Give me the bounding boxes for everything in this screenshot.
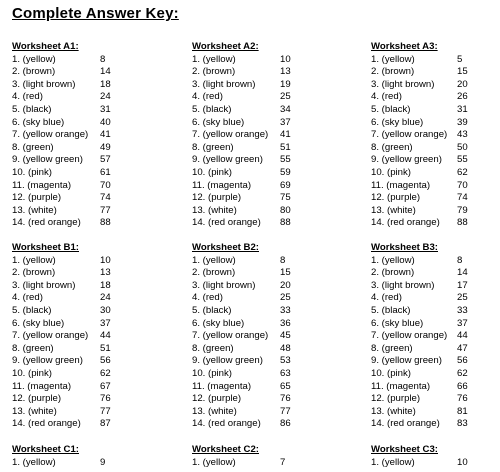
answer-value: 7 xyxy=(280,456,286,468)
answer-row xyxy=(12,381,137,394)
answer-label: 11. (magenta) xyxy=(12,179,72,191)
answer-row xyxy=(192,267,317,280)
answer-label: 9. (yellow green) xyxy=(192,355,263,367)
answer-row xyxy=(12,117,137,130)
answer-label: 6. (sky blue) xyxy=(12,317,65,329)
answer-label: 14. (red orange) xyxy=(12,217,81,229)
answer-row xyxy=(371,292,496,305)
answer-label: 1. (yellow) xyxy=(192,254,236,266)
answer-label: 13. (white) xyxy=(192,405,237,417)
answer-value: 31 xyxy=(100,103,111,115)
answer-row xyxy=(12,393,137,406)
answer-value: 41 xyxy=(280,129,291,141)
answer-value: 20 xyxy=(457,78,468,90)
answer-value: 88 xyxy=(457,217,468,229)
answer-value: 75 xyxy=(280,192,291,204)
answer-row xyxy=(12,192,137,205)
answer-value: 49 xyxy=(100,141,111,153)
answer-label: 12. (purple) xyxy=(192,192,242,204)
answer-row xyxy=(12,305,137,318)
worksheet-block xyxy=(12,444,137,469)
worksheet-title: Worksheet B1: xyxy=(12,242,79,253)
answer-label: 10. (pink) xyxy=(192,367,232,379)
worksheet-title: Worksheet A1: xyxy=(12,41,79,52)
answer-row xyxy=(12,267,137,280)
answer-row xyxy=(12,318,137,331)
answer-label: 14. (red orange) xyxy=(12,418,81,430)
answer-row xyxy=(192,330,317,343)
answer-row xyxy=(371,418,496,431)
answer-row xyxy=(192,305,317,318)
answer-row xyxy=(192,217,317,230)
worksheet-block xyxy=(371,444,496,469)
answer-label: 3. (light brown) xyxy=(12,78,76,90)
answer-label: 10. (pink) xyxy=(371,367,411,379)
answer-row xyxy=(192,117,317,130)
worksheet-title: Worksheet C3: xyxy=(371,444,438,455)
answer-label: 5. (black) xyxy=(12,103,52,115)
answer-row xyxy=(12,280,137,293)
answer-label: 10. (pink) xyxy=(371,166,411,178)
answer-row xyxy=(12,129,137,142)
answer-value: 88 xyxy=(100,217,111,229)
answer-row xyxy=(192,142,317,155)
answer-row xyxy=(12,217,137,230)
answer-value: 43 xyxy=(457,129,468,141)
answer-value: 65 xyxy=(280,380,291,392)
answer-label: 4. (red) xyxy=(371,292,402,304)
answer-value: 18 xyxy=(100,279,111,291)
answer-value: 53 xyxy=(280,355,291,367)
answer-label: 7. (yellow orange) xyxy=(192,330,269,342)
answer-value: 67 xyxy=(100,380,111,392)
answer-row xyxy=(192,104,317,117)
answer-value: 15 xyxy=(457,66,468,78)
answer-row xyxy=(12,104,137,117)
answer-row xyxy=(12,406,137,419)
answer-label: 2. (brown) xyxy=(371,66,415,78)
answer-label: 11. (magenta) xyxy=(12,380,72,392)
answer-label: 3. (light brown) xyxy=(192,78,256,90)
answer-label: 9. (yellow green) xyxy=(12,355,83,367)
answer-row xyxy=(12,180,137,193)
answer-row xyxy=(12,457,137,470)
answer-label: 1. (yellow) xyxy=(371,53,415,65)
answer-row xyxy=(192,154,317,167)
answer-row xyxy=(371,129,496,142)
answer-row xyxy=(192,79,317,92)
answer-label: 9. (yellow green) xyxy=(371,154,442,166)
answer-label: 13. (white) xyxy=(371,405,416,417)
answer-value: 70 xyxy=(457,179,468,191)
answer-row xyxy=(371,205,496,218)
answer-label: 5. (black) xyxy=(192,304,232,316)
answer-value: 13 xyxy=(280,66,291,78)
answer-label: 3. (light brown) xyxy=(192,279,256,291)
answer-row xyxy=(192,381,317,394)
answer-label: 1. (yellow) xyxy=(371,254,415,266)
answer-value: 25 xyxy=(457,292,468,304)
answer-row xyxy=(192,318,317,331)
answer-label: 12. (purple) xyxy=(371,393,421,405)
answer-value: 45 xyxy=(280,330,291,342)
answer-value: 31 xyxy=(457,103,468,115)
answer-label: 6. (sky blue) xyxy=(192,116,245,128)
worksheet-block xyxy=(12,242,137,431)
answer-row xyxy=(12,142,137,155)
answer-value: 40 xyxy=(100,116,111,128)
answer-label: 7. (yellow orange) xyxy=(371,129,448,141)
answer-value: 56 xyxy=(457,355,468,367)
answer-label: 11. (magenta) xyxy=(192,380,252,392)
answer-value: 61 xyxy=(100,166,111,178)
answer-value: 14 xyxy=(100,66,111,78)
answer-value: 10 xyxy=(457,456,468,468)
answer-label: 3. (light brown) xyxy=(371,78,435,90)
answer-row xyxy=(12,79,137,92)
answer-value: 39 xyxy=(457,116,468,128)
answer-value: 81 xyxy=(457,405,468,417)
answer-row xyxy=(371,330,496,343)
answer-label: 5. (black) xyxy=(371,103,411,115)
answer-value: 24 xyxy=(100,292,111,304)
answer-row xyxy=(371,66,496,79)
answer-value: 62 xyxy=(100,367,111,379)
answer-label: 14. (red orange) xyxy=(371,418,440,430)
answer-value: 36 xyxy=(280,317,291,329)
answer-row xyxy=(371,368,496,381)
answer-label: 5. (black) xyxy=(192,103,232,115)
worksheet-title: Worksheet A3: xyxy=(371,41,438,52)
answer-label: 13. (white) xyxy=(12,405,57,417)
answer-label: 8. (green) xyxy=(371,141,413,153)
answer-value: 74 xyxy=(100,192,111,204)
worksheet-title: Worksheet B3: xyxy=(371,242,438,253)
answer-label: 8. (green) xyxy=(192,342,234,354)
answer-label: 1. (yellow) xyxy=(192,53,236,65)
worksheet-block xyxy=(192,444,317,469)
answer-label: 13. (white) xyxy=(192,204,237,216)
answer-row xyxy=(371,255,496,268)
answer-value: 34 xyxy=(280,103,291,115)
answer-value: 76 xyxy=(280,393,291,405)
answer-row xyxy=(371,280,496,293)
answer-value: 66 xyxy=(457,380,468,392)
answer-row xyxy=(192,457,317,470)
answer-label: 12. (purple) xyxy=(12,192,62,204)
answer-value: 87 xyxy=(100,418,111,430)
answer-row xyxy=(371,79,496,92)
worksheet-block xyxy=(12,41,137,230)
answer-label: 4. (red) xyxy=(12,91,43,103)
answer-row xyxy=(12,355,137,368)
answer-label: 6. (sky blue) xyxy=(12,116,65,128)
answer-value: 79 xyxy=(457,204,468,216)
worksheet-title: Worksheet C2: xyxy=(192,444,259,455)
answer-label: 2. (brown) xyxy=(192,267,236,279)
answer-row xyxy=(371,343,496,356)
answer-label: 7. (yellow orange) xyxy=(12,330,89,342)
answer-value: 47 xyxy=(457,342,468,354)
answer-row xyxy=(371,54,496,67)
answer-value: 44 xyxy=(457,330,468,342)
answer-row xyxy=(12,54,137,67)
answer-row xyxy=(12,343,137,356)
answer-label: 3. (light brown) xyxy=(371,279,435,291)
answer-label: 8. (green) xyxy=(12,141,54,153)
answer-row xyxy=(371,167,496,180)
answer-row xyxy=(371,406,496,419)
answer-row xyxy=(192,368,317,381)
answer-row xyxy=(192,91,317,104)
answer-row xyxy=(12,368,137,381)
answer-label: 1. (yellow) xyxy=(371,456,415,468)
answer-label: 13. (white) xyxy=(371,204,416,216)
worksheet-title: Worksheet C1: xyxy=(12,444,79,455)
answer-label: 2. (brown) xyxy=(12,66,56,78)
answer-value: 63 xyxy=(280,367,291,379)
answer-value: 48 xyxy=(280,342,291,354)
answer-row xyxy=(192,406,317,419)
answer-row xyxy=(371,318,496,331)
answer-label: 8. (green) xyxy=(192,141,234,153)
answer-row xyxy=(371,117,496,130)
answer-value: 57 xyxy=(100,154,111,166)
answer-row xyxy=(192,192,317,205)
answer-value: 44 xyxy=(100,330,111,342)
answer-value: 17 xyxy=(457,279,468,291)
answer-row xyxy=(12,154,137,167)
answer-value: 37 xyxy=(100,317,111,329)
answer-value: 55 xyxy=(280,154,291,166)
answer-value: 62 xyxy=(457,166,468,178)
answer-row xyxy=(192,292,317,305)
answer-label: 9. (yellow green) xyxy=(371,355,442,367)
answer-value: 70 xyxy=(100,179,111,191)
answer-row xyxy=(371,192,496,205)
answer-value: 62 xyxy=(457,367,468,379)
answer-value: 8 xyxy=(457,254,463,266)
answer-value: 41 xyxy=(100,129,111,141)
answer-row xyxy=(371,217,496,230)
answer-row xyxy=(192,355,317,368)
answer-label: 6. (sky blue) xyxy=(371,317,424,329)
answer-row xyxy=(12,167,137,180)
worksheet-block xyxy=(192,242,317,431)
page-title: Complete Answer Key: xyxy=(12,5,179,22)
answer-value: 83 xyxy=(457,418,468,430)
worksheet-title: Worksheet A2: xyxy=(192,41,259,52)
answer-value: 30 xyxy=(100,304,111,316)
answer-label: 2. (brown) xyxy=(192,66,236,78)
answer-value: 86 xyxy=(280,418,291,430)
answer-label: 8. (green) xyxy=(371,342,413,354)
answer-label: 9. (yellow green) xyxy=(12,154,83,166)
answer-row xyxy=(371,381,496,394)
answer-value: 51 xyxy=(100,342,111,354)
answer-label: 8. (green) xyxy=(12,342,54,354)
answer-label: 10. (pink) xyxy=(192,166,232,178)
answer-value: 25 xyxy=(280,292,291,304)
answer-row xyxy=(192,129,317,142)
answer-value: 50 xyxy=(457,141,468,153)
answer-value: 69 xyxy=(280,179,291,191)
answer-row xyxy=(12,66,137,79)
answer-value: 33 xyxy=(457,304,468,316)
answer-label: 7. (yellow orange) xyxy=(371,330,448,342)
answer-label: 4. (red) xyxy=(371,91,402,103)
answer-value: 5 xyxy=(457,53,463,65)
answer-label: 2. (brown) xyxy=(12,267,56,279)
answer-label: 4. (red) xyxy=(12,292,43,304)
answer-label: 1. (yellow) xyxy=(12,456,56,468)
answer-label: 1. (yellow) xyxy=(12,254,56,266)
answer-row xyxy=(192,167,317,180)
answer-value: 8 xyxy=(100,53,106,65)
answer-value: 20 xyxy=(280,279,291,291)
answer-value: 77 xyxy=(100,405,111,417)
answer-label: 1. (yellow) xyxy=(192,456,236,468)
answer-row xyxy=(192,255,317,268)
answer-label: 6. (sky blue) xyxy=(371,116,424,128)
answer-value: 37 xyxy=(457,317,468,329)
answer-row xyxy=(192,205,317,218)
answer-row xyxy=(371,154,496,167)
answer-row xyxy=(371,91,496,104)
answer-label: 9. (yellow green) xyxy=(192,154,263,166)
answer-label: 5. (black) xyxy=(371,304,411,316)
answer-label: 12. (purple) xyxy=(371,192,421,204)
answer-row xyxy=(12,91,137,104)
answer-value: 76 xyxy=(457,393,468,405)
answer-label: 2. (brown) xyxy=(371,267,415,279)
answer-value: 24 xyxy=(100,91,111,103)
answer-value: 33 xyxy=(280,304,291,316)
worksheet-title: Worksheet B2: xyxy=(192,242,259,253)
worksheet-block xyxy=(192,41,317,230)
answer-value: 77 xyxy=(100,204,111,216)
worksheet-block xyxy=(371,242,496,431)
answer-label: 4. (red) xyxy=(192,292,223,304)
answer-row xyxy=(192,280,317,293)
answer-value: 10 xyxy=(280,53,291,65)
answer-label: 3. (light brown) xyxy=(12,279,76,291)
answer-label: 11. (magenta) xyxy=(371,179,431,191)
answer-label: 5. (black) xyxy=(12,304,52,316)
answer-label: 10. (pink) xyxy=(12,367,52,379)
answer-row xyxy=(371,355,496,368)
answer-value: 37 xyxy=(280,116,291,128)
answer-row xyxy=(192,54,317,67)
answer-value: 15 xyxy=(280,267,291,279)
answer-row xyxy=(371,457,496,470)
answer-label: 11. (magenta) xyxy=(192,179,252,191)
answer-label: 10. (pink) xyxy=(12,166,52,178)
answer-row xyxy=(371,104,496,117)
answer-value: 25 xyxy=(280,91,291,103)
answer-value: 51 xyxy=(280,141,291,153)
answer-value: 13 xyxy=(100,267,111,279)
answer-label: 4. (red) xyxy=(192,91,223,103)
answer-row xyxy=(12,205,137,218)
answer-row xyxy=(192,180,317,193)
answer-value: 56 xyxy=(100,355,111,367)
answer-value: 8 xyxy=(280,254,286,266)
answer-value: 55 xyxy=(457,154,468,166)
answer-value: 80 xyxy=(280,204,291,216)
answer-row xyxy=(192,393,317,406)
answer-row xyxy=(371,180,496,193)
answer-label: 13. (white) xyxy=(12,204,57,216)
answer-label: 14. (red orange) xyxy=(371,217,440,229)
answer-row xyxy=(12,255,137,268)
worksheet-block xyxy=(371,41,496,230)
answer-row xyxy=(371,393,496,406)
answer-label: 1. (yellow) xyxy=(12,53,56,65)
answer-value: 10 xyxy=(100,254,111,266)
answer-row xyxy=(192,418,317,431)
answer-label: 14. (red orange) xyxy=(192,217,261,229)
answer-row xyxy=(371,142,496,155)
answer-row xyxy=(192,343,317,356)
answer-value: 9 xyxy=(100,456,106,468)
answer-value: 88 xyxy=(280,217,291,229)
answer-row xyxy=(192,66,317,79)
answer-label: 7. (yellow orange) xyxy=(192,129,269,141)
answer-value: 76 xyxy=(100,393,111,405)
answer-row xyxy=(12,418,137,431)
answer-value: 14 xyxy=(457,267,468,279)
answer-value: 77 xyxy=(280,405,291,417)
answer-value: 59 xyxy=(280,166,291,178)
answer-row xyxy=(12,292,137,305)
answer-value: 74 xyxy=(457,192,468,204)
answer-row xyxy=(12,330,137,343)
answer-value: 26 xyxy=(457,91,468,103)
answer-label: 12. (purple) xyxy=(192,393,242,405)
answer-row xyxy=(371,305,496,318)
answer-row xyxy=(371,267,496,280)
answer-label: 11. (magenta) xyxy=(371,380,431,392)
answer-label: 14. (red orange) xyxy=(192,418,261,430)
answer-value: 19 xyxy=(280,78,291,90)
answer-value: 18 xyxy=(100,78,111,90)
answer-label: 12. (purple) xyxy=(12,393,62,405)
answer-label: 7. (yellow orange) xyxy=(12,129,89,141)
answer-label: 6. (sky blue) xyxy=(192,317,245,329)
